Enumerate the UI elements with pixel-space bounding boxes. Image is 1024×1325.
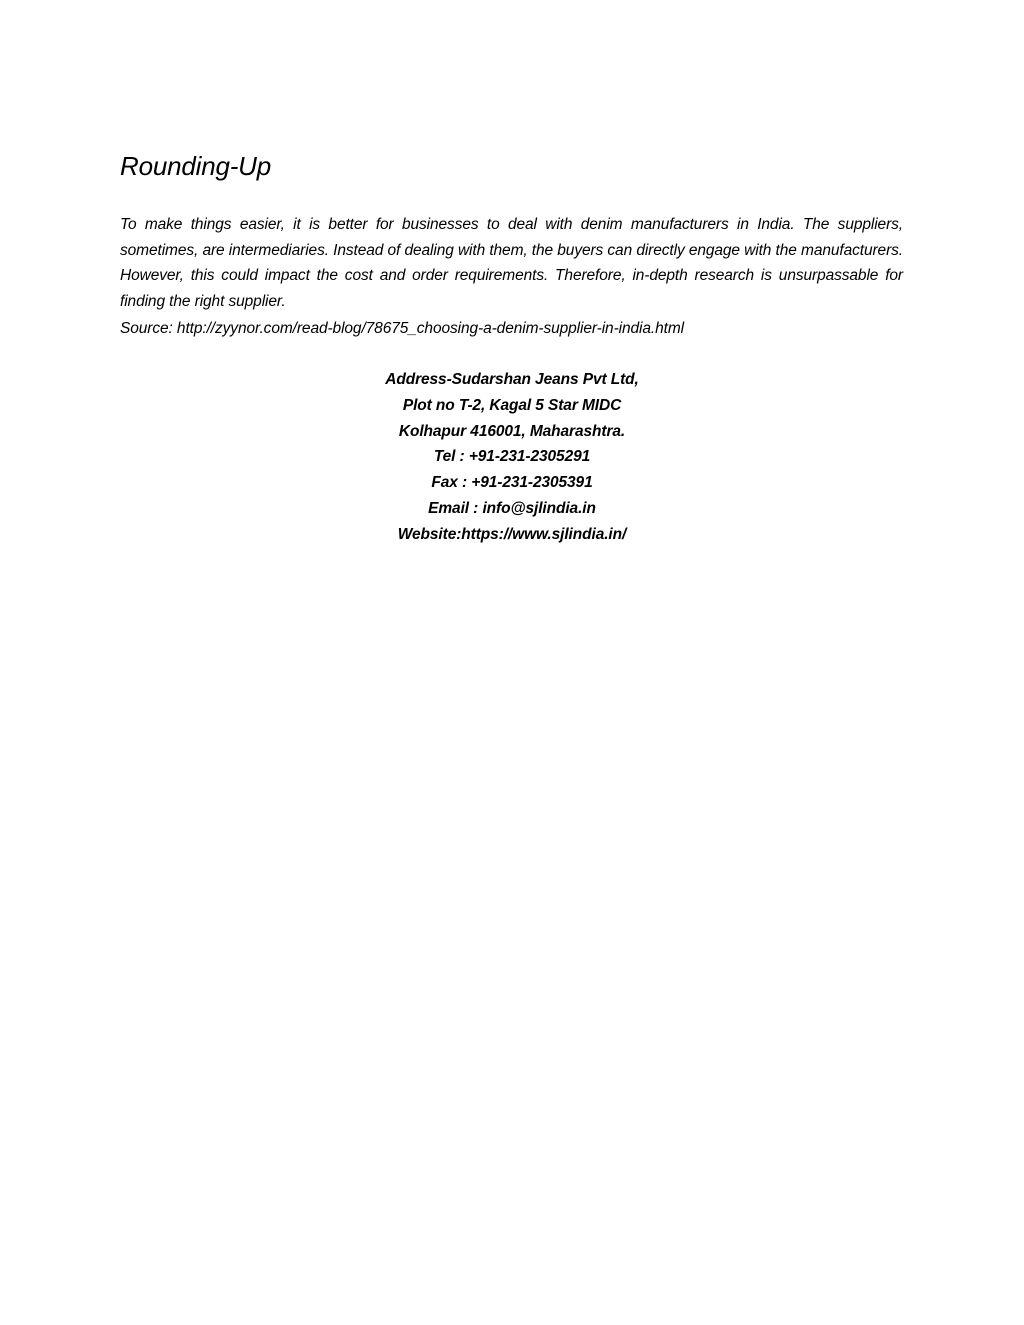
telephone-line: Tel : +91-231-2305291 [433, 448, 591, 466]
fax-line: Fax : +91-231-2305391 [431, 474, 593, 492]
address-block [262, 367, 762, 548]
address-line-city: Kolhapur 416001, Maharashtra. [398, 422, 626, 440]
section-heading: Rounding-Up [120, 151, 272, 181]
email-line: Email : info@sjlindia.in [428, 499, 596, 517]
body-paragraph: To make things easier, it is better for businesses to deal with denim manufacturers in India. The suppliers, sometimes, are intermediaries. Instead of dealing with them, the buyers can directly engage with the manufacturers. However, this could impact the cost and order requirements. Therefore, in-depth research is unsurpassable for finding the right supplier. [120, 216, 903, 310]
source-line: Source: http://zyynor.com/read-blog/78675_choosing-a-denim-supplier-in-india.html [120, 320, 684, 337]
address-line-plot: Plot no T-2, Kagal 5 Star MIDC [402, 396, 622, 414]
address-line-company: Address-Sudarshan Jeans Pvt Ltd, [385, 371, 639, 388]
website-line: Website:https://www.sjlindia.in/ [397, 525, 627, 543]
